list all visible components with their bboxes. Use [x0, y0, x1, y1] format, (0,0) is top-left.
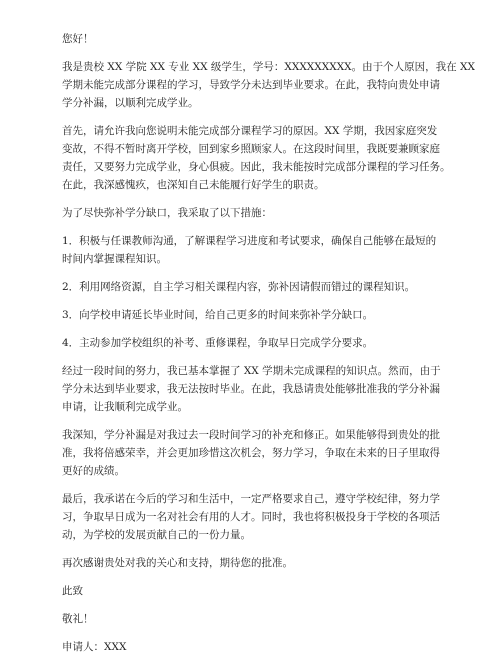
- paragraph-line: 学期未能完成部分课程的学习，导致学分未达到毕业要求。在此，我特向贵处申请: [62, 79, 440, 91]
- paragraph-progress: [62, 362, 442, 416]
- paragraph-thanks: [62, 554, 442, 572]
- paragraph-line: 学分未达到毕业要求，我无法按时毕业。在此，我恳请贵处能够批准我的学分补漏: [62, 383, 440, 395]
- paragraph-line: 学分补漏，以顺利完成学业。: [62, 97, 199, 109]
- measure-item-2: [62, 278, 442, 296]
- paragraph-line: 准，我将倍感荣幸，并会更加珍惜这次机会，努力学习，争取在未来的日子里取得: [62, 447, 440, 459]
- paragraph-line: 动，为学校的发展贡献自己的一份力量。: [62, 529, 251, 541]
- paragraph-line: 2．利用网络资源，自主学习相关课程内容，弥补因请假而错过的课程知识。: [62, 281, 416, 293]
- paragraph-line: 最后，我承诺在今后的学习和生活中，一定严格要求自己，遵守学校纪律，努力学: [62, 493, 440, 505]
- paragraph-understanding: [62, 426, 442, 480]
- paragraph-line: 时间内掌握课程知识。: [62, 253, 167, 265]
- paragraph-line: 在此，我深感愧疚，也深知自己未能履行好学生的职责。: [62, 179, 325, 191]
- paragraph-line: 我是贵校 XX 学院 XX 专业 XX 级学生，学号：XXXXXXXXX。由于个人原因，我在 XX: [62, 61, 475, 73]
- measure-item-4: [62, 334, 442, 352]
- letter-page: [62, 30, 475, 666]
- paragraph-line: 责任，又要努力完成学业，身心俱疲。因此，我未能按时完成部分课程的学习任务。: [62, 161, 451, 173]
- paragraph-measures-intro: [62, 204, 442, 222]
- paragraph-commitment: [62, 490, 442, 544]
- paragraph-line: 变故，不得不暂时离开学校，回到家乡照顾家人。在这段时间里，我既要兼顾家庭: [62, 143, 440, 155]
- paragraph-line: 4．主动参加学校组织的补考、重修课程，争取早日完成学分要求。: [62, 337, 374, 349]
- measure-item-1: [62, 232, 442, 268]
- greeting: [62, 30, 442, 48]
- closing-text: 敬礼！: [62, 613, 94, 625]
- paragraph-line: 3．向学校申请延长毕业时间，给自己更多的时间来弥补学分缺口。: [62, 309, 374, 321]
- paragraph-line: 申请，让我顺利完成学业。: [62, 401, 188, 413]
- signature: [62, 638, 442, 656]
- paragraph-intro: [62, 58, 475, 112]
- paragraph-line: 再次感谢贵处对我的关心和支持，期待您的批准。: [62, 557, 293, 569]
- paragraph-line: 更好的成绩。: [62, 465, 125, 477]
- signature-text: 申请人：XXX: [62, 641, 127, 653]
- paragraph-reason: [62, 122, 451, 194]
- paragraph-line: 1．积极与任课教师沟通，了解课程学习进度和考试要求，确保自己能够在最短的: [62, 235, 437, 247]
- greeting-text: 您好！: [62, 33, 94, 45]
- closing-text: 此致: [62, 585, 83, 597]
- closing-line-2: [62, 610, 442, 628]
- paragraph-line: 首先，请允许我向您说明未能完成部分课程学习的原因。XX 学期，我因家庭突发: [62, 125, 438, 137]
- paragraph-line: 我深知，学分补漏是对我过去一段时间学习的补充和修正。如果能够得到贵处的批: [62, 429, 440, 441]
- paragraph-line: 习，争取早日成为一名对社会有用的人才。同时，我也将积极投身于学校的各项活: [62, 511, 440, 523]
- paragraph-line: 经过一段时间的努力，我已基本掌握了 XX 学期未完成课程的知识点。然而，由于: [62, 365, 441, 377]
- paragraph-line: 为了尽快弥补学分缺口，我采取了以下措施：: [62, 207, 272, 219]
- measure-item-3: [62, 306, 442, 324]
- closing-line-1: [62, 582, 442, 600]
